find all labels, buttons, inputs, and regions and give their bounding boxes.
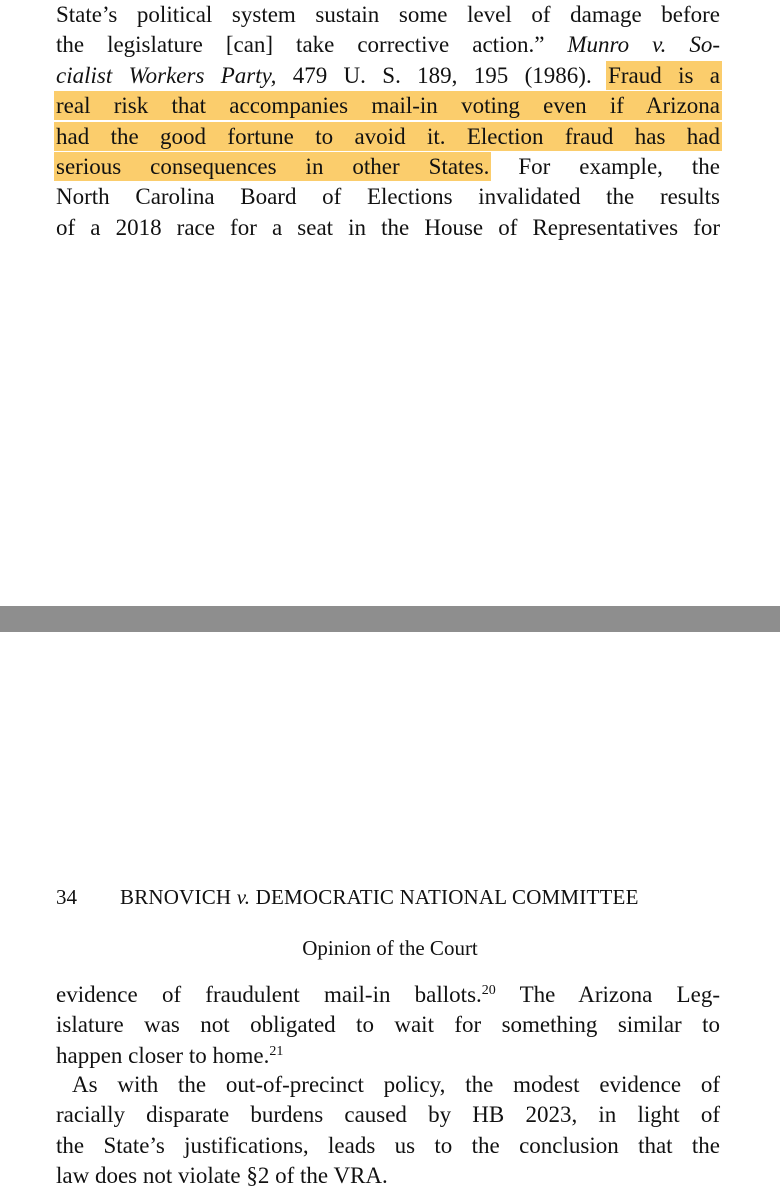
highlighted-text: Fraud is a xyxy=(608,62,720,88)
text-line: the legislature [can] take corrective action.” Munro v. So- xyxy=(56,32,721,58)
opinion-paragraph xyxy=(56,1070,720,1192)
page-divider xyxy=(0,606,780,632)
text-line: racially disparate burdens caused by HB 2023, in light of xyxy=(56,1102,720,1128)
text-line: happen closer to home.$^{21}$ xyxy=(56,1042,284,1068)
highlighted-text: had the good fortune to avoid it. Election fraud has had xyxy=(56,123,720,149)
text-line: islature was not obligated to wait for something similar to xyxy=(56,1012,720,1038)
text-line: law does not violate §2 of the VRA. xyxy=(56,1163,388,1189)
text-line: North Carolina Board of Elections invalidated the results xyxy=(56,184,720,210)
text-line: State’s political system sustain some level of damage before xyxy=(56,2,720,27)
text-line xyxy=(56,122,720,152)
footnote-ref[interactable]: 21 xyxy=(269,1043,284,1059)
text-line: of a 2018 race for a seat in the House of Representatives for xyxy=(56,214,720,240)
opinion-text-top xyxy=(56,0,720,243)
text-line: As with the out-of-precinct policy, the modest evidence of xyxy=(72,1072,720,1097)
opinion-paragraph xyxy=(56,980,720,1071)
footnote-ref[interactable]: 20 xyxy=(481,983,496,998)
text-line: the State’s justifications, leads us to the conclusion that the xyxy=(56,1132,720,1158)
page-number: 34 xyxy=(56,885,77,909)
opinion-label: Opinion of the Court xyxy=(302,936,478,960)
text-line: serious consequences in other States. For example, the xyxy=(56,153,720,179)
highlighted-text: real risk that accompanies mail-in voting even if Arizona xyxy=(56,93,720,119)
text-line: cialist Workers Party, 479 U. S. 189, 195 (1986). Fraud is a xyxy=(56,62,720,88)
case-citation-italic: cialist Workers Party, xyxy=(56,62,277,88)
highlighted-text: serious consequences in other States. xyxy=(56,153,490,179)
text-line: evidence of fraudulent mail-in ballots.$^{20}$ The Arizona Leg- xyxy=(56,982,720,1007)
case-title: BRNOVICH v. DEMOCRATIC NATIONAL COMMITTEE xyxy=(120,885,639,909)
text-line xyxy=(56,91,720,121)
case-citation-italic: Munro v. So- xyxy=(567,32,721,58)
